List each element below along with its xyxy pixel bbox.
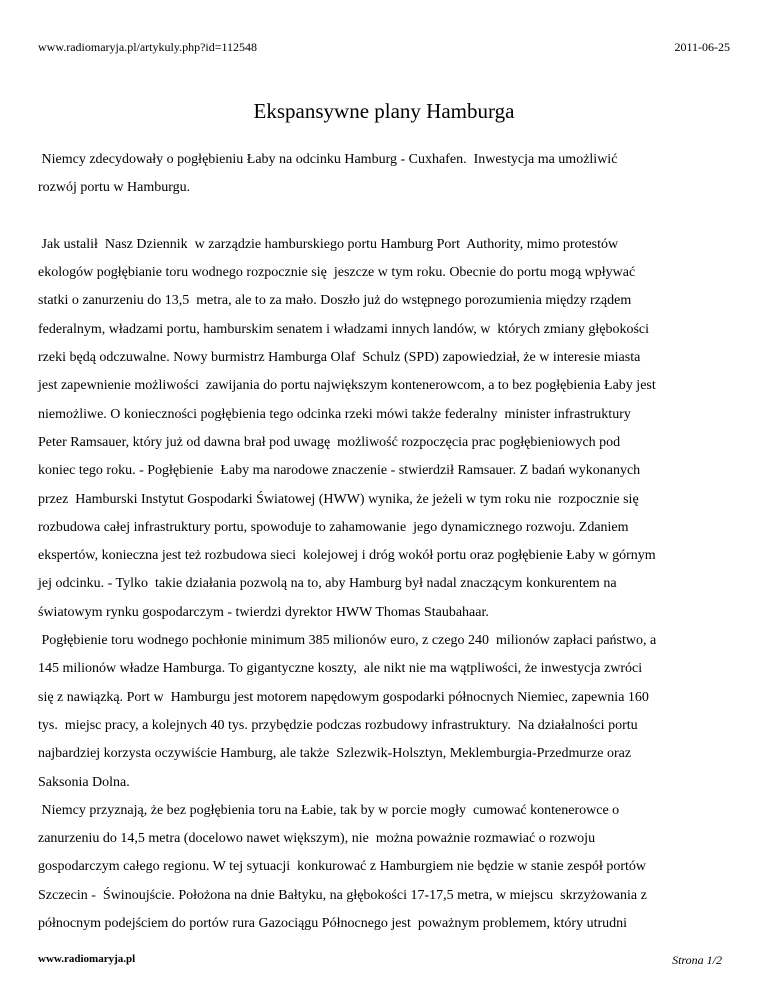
body-line: tys. miejsc pracy, a kolejnych 40 tys. przybędzie podczas rozbudowy infrastruktury. Na działalności portu [38,717,638,733]
body-line: Niemcy przyznają, że bez pogłębienia toru na Łabie, tak by w porcie mogły cumować kontenerowce o [38,802,620,818]
header-url: www.radiomaryja.pl/artykuly.php?id=112548 [38,40,258,54]
body-line: najbardziej korzysta oczywiście Hamburg, ale także Szlezwik-Holsztyn, Meklemburgia-Przedmurze oraz [38,746,632,762]
footer-site: www.radiomaryja.pl [38,953,136,965]
body-line: Pogłębienie toru wodnego pochłonie minimum 385 milionów euro, z czego 240 milionów zapłaci państwo, a [38,633,657,649]
paragraph-gap [38,203,738,231]
body-line: gospodarczym całego regionu. W tej sytuacji konkurować z Hamburgiem nie będzie w stanie zespół portów [38,859,647,875]
body-line: Jak ustalił Nasz Dziennik w zarządzie hamburskiego portu Hamburg Port Authority, mimo protestów [38,236,619,252]
body-line: przez Hamburski Instytut Gospodarki Światowej (HWW) wynika, że jeżeli w tym roku nie rozpocznie się [38,491,639,507]
body-line: Niemcy zdecydowały o pogłębieniu Łaby na odcinku Hamburg - Cuxhafen. Inwestycja ma umożliwić [38,152,618,167]
body-line: zanurzeniu do 14,5 metra (docelowo nawet większym), nie można poważnie rozmawiać o rozwoju [38,831,596,847]
body-line: rozwój portu w Hamburgu. [38,180,191,196]
body-line: federalnym, władzami portu, hamburskim senatem i władzami innych landów, w których zmiany głębokości [38,321,650,337]
body-line: ekspertów, konieczna jest też rozbudowa sieci kolejowej i dróg wokół portu oraz pogłębienie Łaby w górnym [38,548,656,564]
body-line: Szczecin - Świnoujście. Położona na dnie Bałtyku, na głębokości 17-17,5 metra, w miejscu skrzyżowania z [38,887,647,903]
header-date: 2011-06-25 [674,40,730,54]
article-body [38,146,738,938]
body-line: jej odcinku. - Tylko takie działania pozwolą na to, aby Hamburg był nadal znaczącym konkurentem na [38,576,617,592]
body-line: jest zapewnienie możliwości zawijania do portu największym kontenerowcom, a to bez pogłębienia Łaby jest [38,378,656,394]
body-line: koniec tego roku. - Pogłębienie Łaby ma narodowe znaczenie - stwierdził Ramsauer. Z badań wykonanych [38,463,641,479]
body-line: rzeki będą odczuwalne. Nowy burmistrz Hamburga Olaf Schulz (SPD) zapowiedział, że w interesie miasta [38,350,641,366]
body-line: ekologów pogłębianie toru wodnego rozpocznie się jeszcze w tym roku. Obecnie do portu mogą wpływać [38,265,636,281]
body-line: rozbudowa całej infrastruktury portu, spowoduje to zahamowanie jego dynamicznego rozwoju. Zdaniem [38,519,629,535]
body-line: się z nawiązką. Port w Hamburgu jest motorem napędowym gospodarki północnych Niemiec, zapewnia 160 [38,689,649,705]
body-line: światowym rynku gospodarczym - twierdzi dyrektor HWW Thomas Staubahaar. [38,604,489,620]
body-line: 145 milionów władze Hamburga. To gigantyczne koszty, ale nikt nie ma wątpliwości, że inwestycja zwróci [38,661,643,677]
article-title: Ekspansywne plany Hamburga [253,99,515,123]
page-number: Strona 1/2 [672,953,722,967]
body-line: Peter Ramsauer, który już od dawna brał pod uwagę możliwość rozpoczęcia prac pogłębieniowych pod [38,434,621,450]
body-line: niemożliwe. O konieczności pogłębienia tego odcinka rzeki mówi także federalny minister infrastruktury [38,406,631,422]
body-line: statki o zanurzeniu do 13,5 metra, ale to za mało. Doszło już do wstępnego porozumienia między rządem [38,293,632,309]
body-line: Saksonia Dolna. [38,774,130,790]
body-line: północnym podejściem do portów rura Gazociągu Północnego jest poważnym problemem, który utrudni [38,916,628,932]
